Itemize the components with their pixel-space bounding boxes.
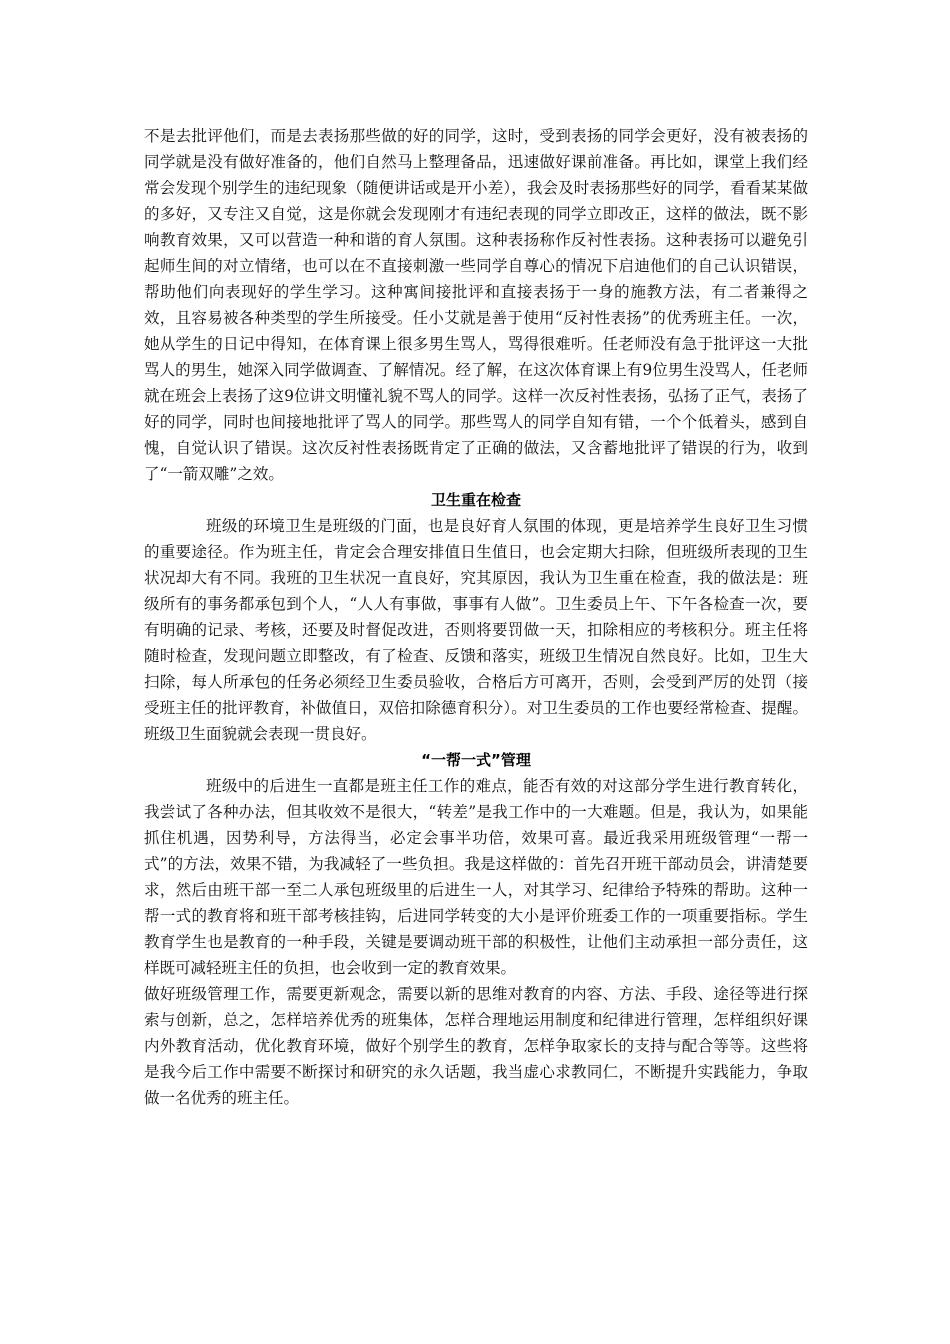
section-heading-hygiene: 卫生重在检查 (430, 491, 521, 509)
paragraph-one-help-one: 班级中的后进生一直都是班主任工作的难点，能否有效的对这部分学生进行教育转化，我尝试了各种办法，但其收效不是很大，“转差”是我工作中的一大难题。但是，我认为，如果能抓住机遇，因势利导，方法得当，必定会事半功倍，效果可喜。最近我采用班级管理“一帮一式”的方法，效果不错，为我减轻了一些负担。我是这样做的：首先召开班干部动员会，讲清楚要求，然后由班干部一至二人承包班级里的后进生一人，对其学习、纪律给予特殊的帮助。这种一帮一式的教育将和班干部考核挂钩，后进同学转变的大小是评价班委工作的一项重要指标。学生教育学生也是教育的一种手段，关键是要调动班干部的积极性，让他们主动承担一部分责任，这样既可减轻班主任的负担，也会收到一定的教育效果。 (144, 777, 808, 977)
section-heading-one-help-one: “一帮一式”管理 (421, 751, 531, 769)
paragraph-hygiene: 班级的环境卫生是班级的门面，也是良好育人氛围的体现，更是培养学生良好卫生习惯的重要途径。作为班主任，肯定会合理安排值日生值日，也会定期大扫除，但班级所表现的卫生状况却大有不同。我班的卫生状况一直良好，究其原因，我认为卫生重在检查，我的做法是：班级所有的事务都承包到个人，“人人有事做，事事有人做”。卫生委员上午、下午各检查一次，要有明确的记录、考核，还要及时督促改进，否则将要罚做一天，扣除相应的考核积分。班主任将随时检查，发现问题立即整改，有了检查、反馈和落实，班级卫生情况自然良好。比如，卫生大扫除，每人所承包的任务必须经卫生委员验收，合格后方可离开，否则，会受到严厉的处罚（接受班主任的批评教育，补做值日，双倍扣除德育积分）。对卫生委员的工作也要经常检查、提醒。班级卫生面貌就会表现一贯良好。 (144, 517, 808, 743)
paragraph-conclusion: 做好班级管理工作，需要更新观念，需要以新的思维对教育的内容、方法、手段、途径等进行探索与创新，总之，怎样培养优秀的班集体，怎样合理地运用制度和纪律进行管理，怎样组织好课内外教育活动，优化教育环境，做好个别学生的教育，怎样争取家长的支持与配合等等。这些将是我今后工作中需要不断探讨和研究的永久话题，我当虚心求教同仁，不断提升实践能力，争取做一名优秀的班主任。 (144, 985, 808, 1107)
document-body (144, 123, 808, 1111)
paragraph-praise-method: 不是去批评他们，而是去表扬那些做的好的同学，这时，受到表扬的同学会更好，没有被表扬的同学就是没有做好准备的，他们自然马上整理备品，迅速做好课前准备。再比如，课堂上我们经常会发现个别学生的违纪现象（随便讲话或是开小差），我会及时表扬那些好的同学，看看某某做的多好，又专注又自觉，这是你就会发现刚才有违纪表现的同学立即改正，这样的做法，既不影响教育效果，又可以营造一种和谐的育人氛围。这种表扬称作反衬性表扬。这种表扬可以避免引起师生间的对立情绪，也可以在不直接刺激一些同学自尊心的情况下启迪他们的自己认识错误，帮助他们向表现好的学生学习。这种寓间接批评和直接表扬于一身的施教方法，有二者兼得之效，且容易被各种类型的学生所接受。任小艾就是善于使用“反衬性表扬”的优秀班主任。一次，她从学生的日记中得知，在体育课上很多男生骂人，骂得很难听。任老师没有急于批评这一大批骂人的男生，她深入同学做调查、了解情况。经了解，在这次体育课上有9位男生没骂人，任老师就在班会上表扬了这9位讲文明懂礼貌不骂人的同学。这样一次反衬性表扬，弘扬了正气，表扬了好的同学，同时也间接地批评了骂人的同学。那些骂人的同学自知有错，一个个低着头，感到自愧，自觉认识了错误。这次反衬性表扬既肯定了正确的做法，又含蓄地批评了错误的行为，收到了“一箭双雕”之效。 (144, 127, 808, 483)
